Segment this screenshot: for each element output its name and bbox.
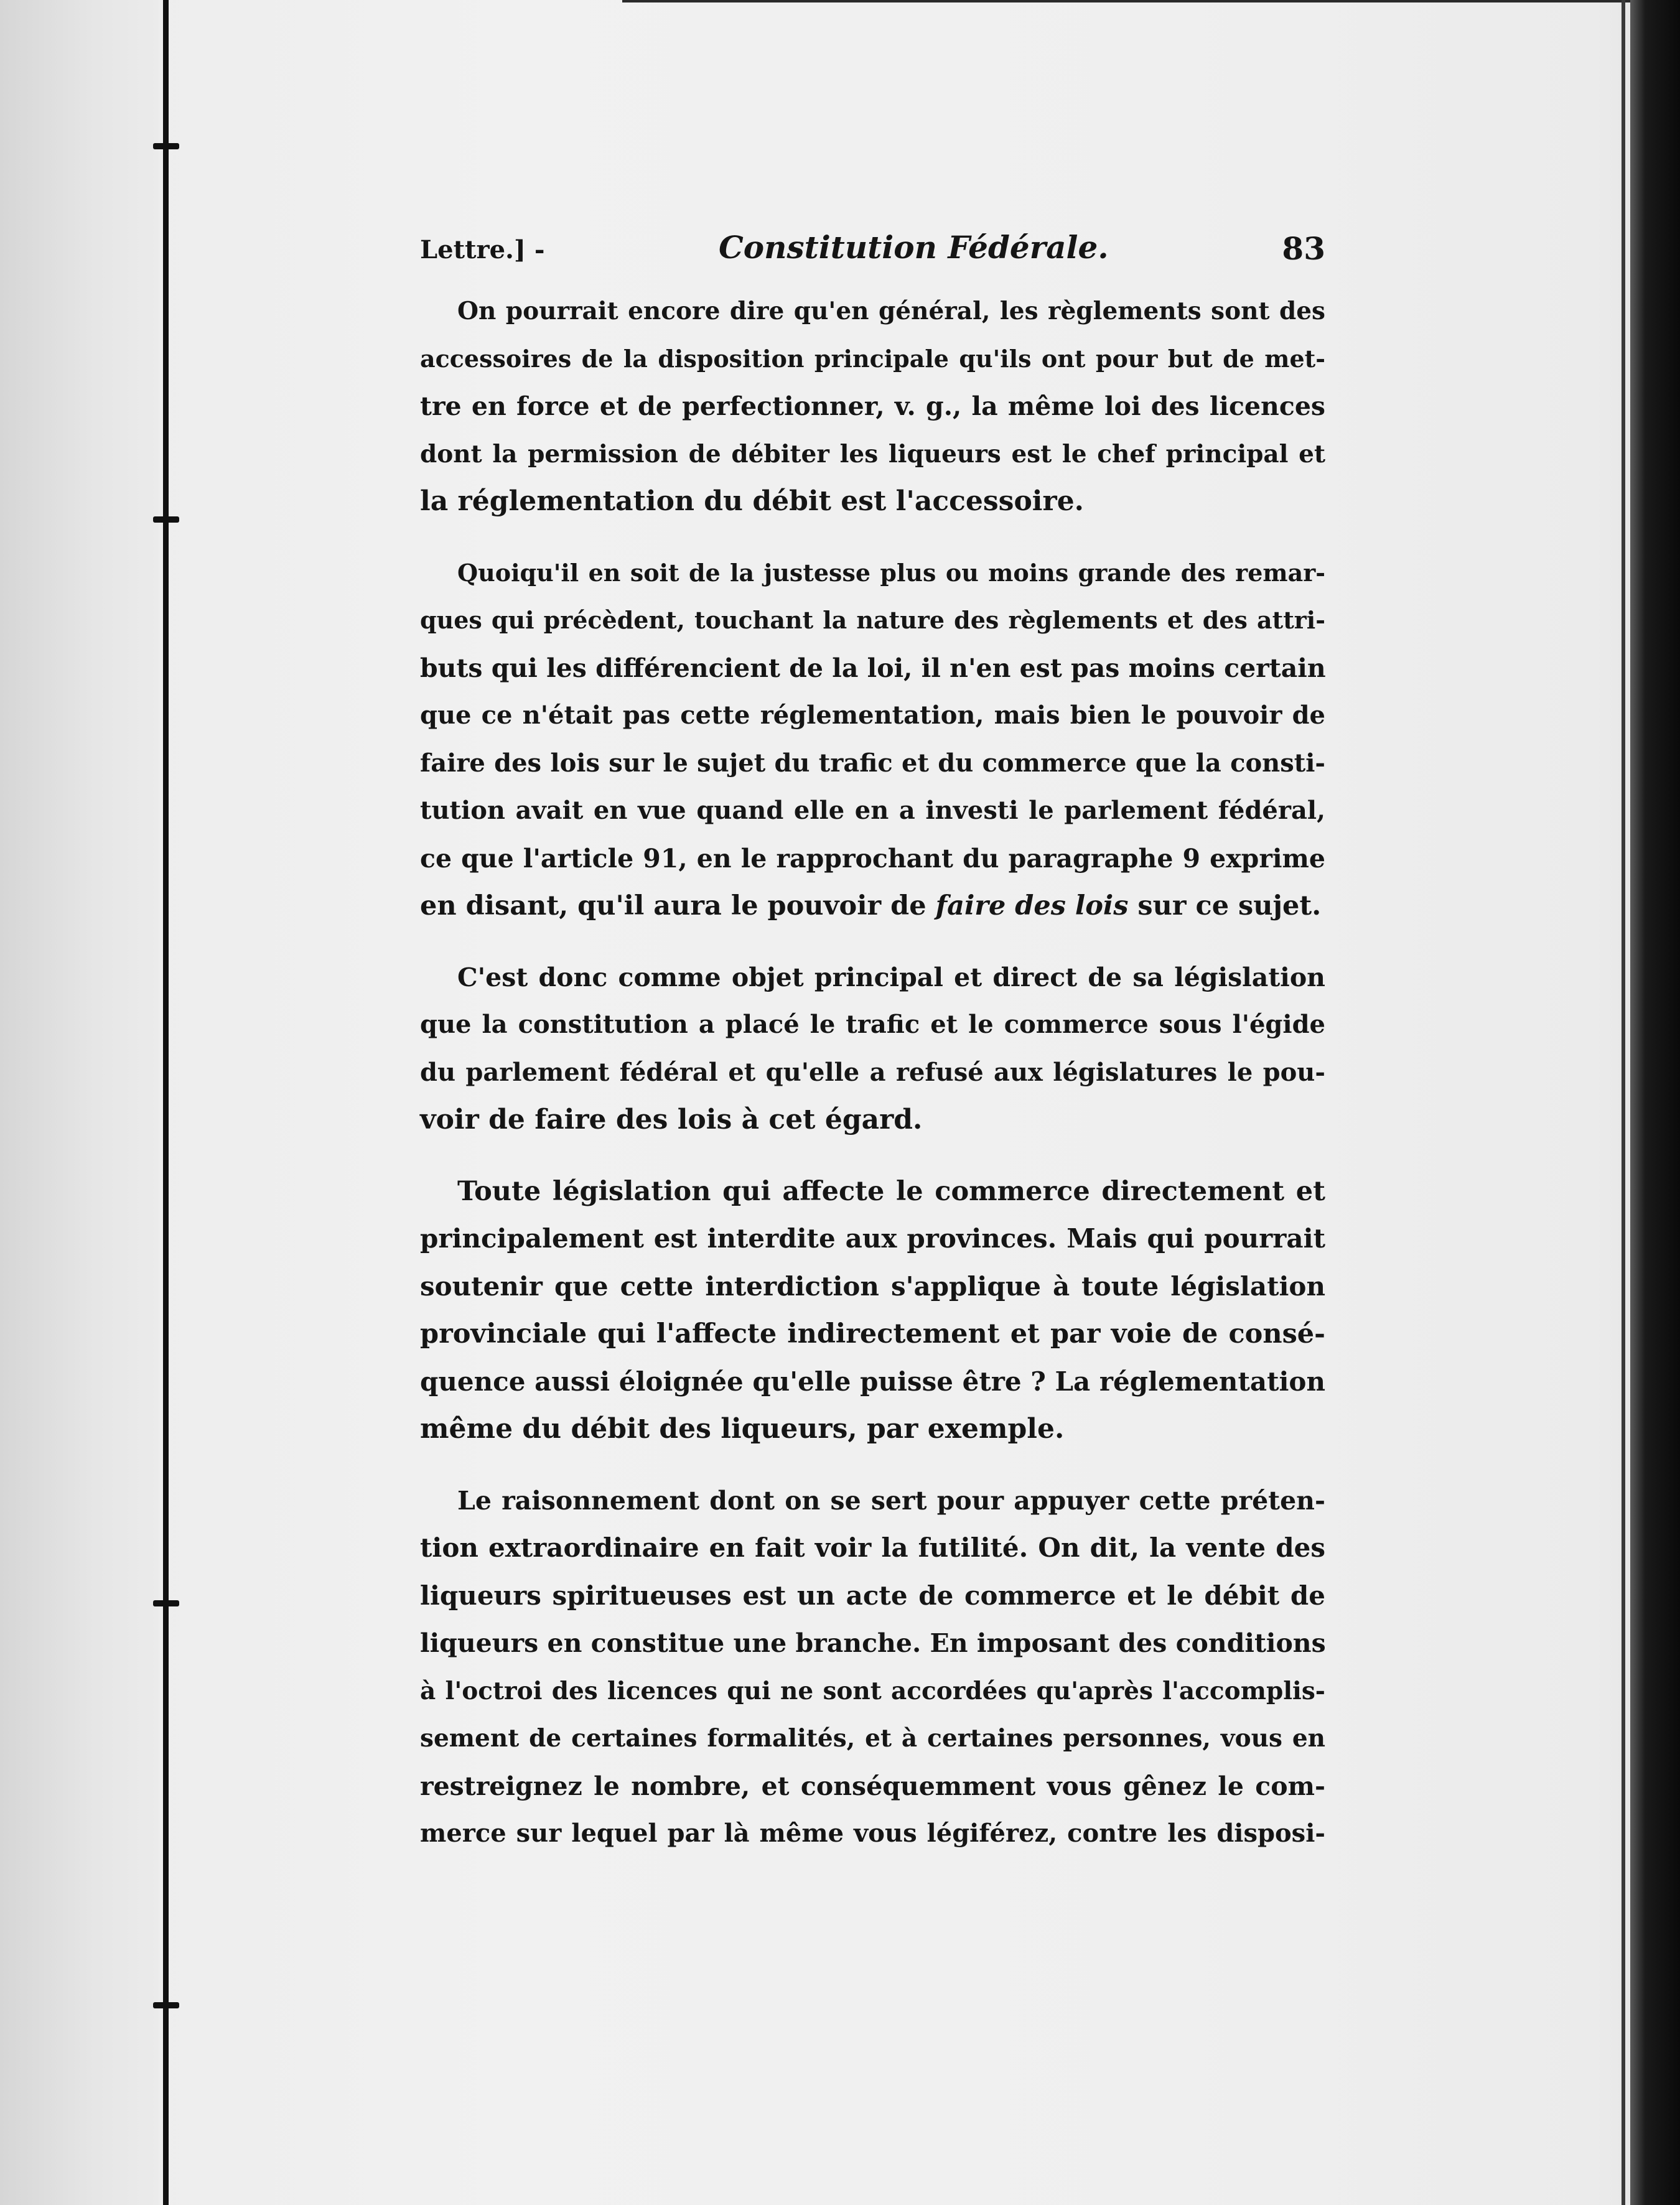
binding-stitch xyxy=(153,2002,179,2008)
text-line: merce sur lequel par là même vous légiférez, contre les disposi- xyxy=(420,1819,1325,1848)
text-line: provinciale qui l'affecte indirectement et par voie de consé- xyxy=(420,1318,1325,1350)
body-text xyxy=(420,287,1325,1881)
binding-line xyxy=(163,0,169,2205)
text-line: tution avait en vue quand elle en a investi le parlement fédéral, xyxy=(420,796,1325,825)
text-line: du parlement fédéral et qu'elle a refusé aux législatures le pou- xyxy=(420,1057,1325,1087)
text-line: que ce n'était pas cette réglementation, mais bien le pouvoir de xyxy=(420,701,1325,730)
text-line: restreignez le nombre, et conséquemment vous gênez le com- xyxy=(420,1771,1325,1801)
text-line: à l'octroi des licences qui ne sont accordées qu'après l'accomplis- xyxy=(420,1676,1325,1705)
text-line: sement de certaines formalités, et à certaines personnes, vous en xyxy=(420,1724,1325,1753)
text-line: ques qui précèdent, touchant la nature des règlements et des attri- xyxy=(420,606,1325,634)
text-line: Quoiqu'il en soit de la justesse plus ou moins grande des remar- xyxy=(457,558,1325,587)
text-segment: en disant, qu'il aura le pouvoir de xyxy=(420,890,926,921)
text-line: ce que l'article 91, en le rapprochant du paragraphe 9 exprime xyxy=(420,843,1325,874)
header-title: Constitution Fédérale. xyxy=(719,229,1109,266)
text-line: la réglementation du débit est l'accessoire. xyxy=(420,485,1084,517)
running-header xyxy=(420,229,1325,273)
paragraph xyxy=(420,1477,1325,1858)
paragraph xyxy=(420,954,1325,1144)
binding-stitch xyxy=(153,516,179,523)
text-line: On pourrait encore dire qu'en général, les règlements sont des xyxy=(457,297,1325,325)
text-line: même du débit des liqueurs, par exemple. xyxy=(420,1413,1065,1445)
text-line: Le raisonnement dont on se sert pour appuyer cette préten- xyxy=(457,1485,1325,1516)
text-segment: sur ce sujet. xyxy=(1137,890,1322,921)
text-line: faire des lois sur le sujet du trafic et du commerce que la consti- xyxy=(420,748,1325,778)
text-line: C'est donc comme objet principal et direct de sa législation xyxy=(457,962,1325,992)
page-right-edge xyxy=(1630,0,1680,2205)
header-section-label: Lettre.] - xyxy=(420,235,545,264)
text-line: dont la permission de débiter les liqueurs est le chef principal et xyxy=(420,439,1325,469)
page-right-rule xyxy=(1622,0,1625,2205)
paragraph xyxy=(420,549,1325,930)
text-line: buts qui les différencient de la loi, il n'en est pas moins certain xyxy=(420,653,1326,683)
text-line: tre en force et de perfectionner, v. g., la même loi des licences xyxy=(420,391,1325,421)
text-line: que la constitution a placé le trafic et le commerce sous l'égide xyxy=(420,1010,1325,1039)
binding-stitch xyxy=(153,143,179,149)
binding-stitch xyxy=(153,1600,179,1606)
page-number: 83 xyxy=(1282,230,1325,267)
binding-margin xyxy=(0,0,159,2205)
paragraph xyxy=(420,1168,1325,1453)
text-line: voir de faire des lois à cet égard. xyxy=(420,1104,923,1135)
text-line xyxy=(420,882,1325,930)
page-top-edge xyxy=(622,0,1630,2)
text-line: accessoires de la disposition principale qu'ils ont pour but de met- xyxy=(420,344,1325,373)
text-line: quence aussi éloignée qu'elle puisse être ? La réglementation xyxy=(420,1366,1325,1397)
paragraph xyxy=(420,287,1325,526)
text-line: principalement est interdite aux provinces. Mais qui pourrait xyxy=(420,1223,1325,1254)
text-line: Toute législation qui affecte le commerce directement et xyxy=(457,1175,1325,1207)
italic-phrase: faire des lois xyxy=(935,890,1129,921)
text-line: tion extraordinaire en fait voir la futilité. On dit, la vente des xyxy=(420,1532,1325,1563)
text-line: liqueurs spiritueuses est un acte de commerce et le débit de xyxy=(420,1580,1325,1611)
text-line: soutenir que cette interdiction s'applique à toute législation xyxy=(420,1270,1325,1302)
text-line: liqueurs en constitue une branche. En imposant des conditions xyxy=(420,1628,1326,1658)
